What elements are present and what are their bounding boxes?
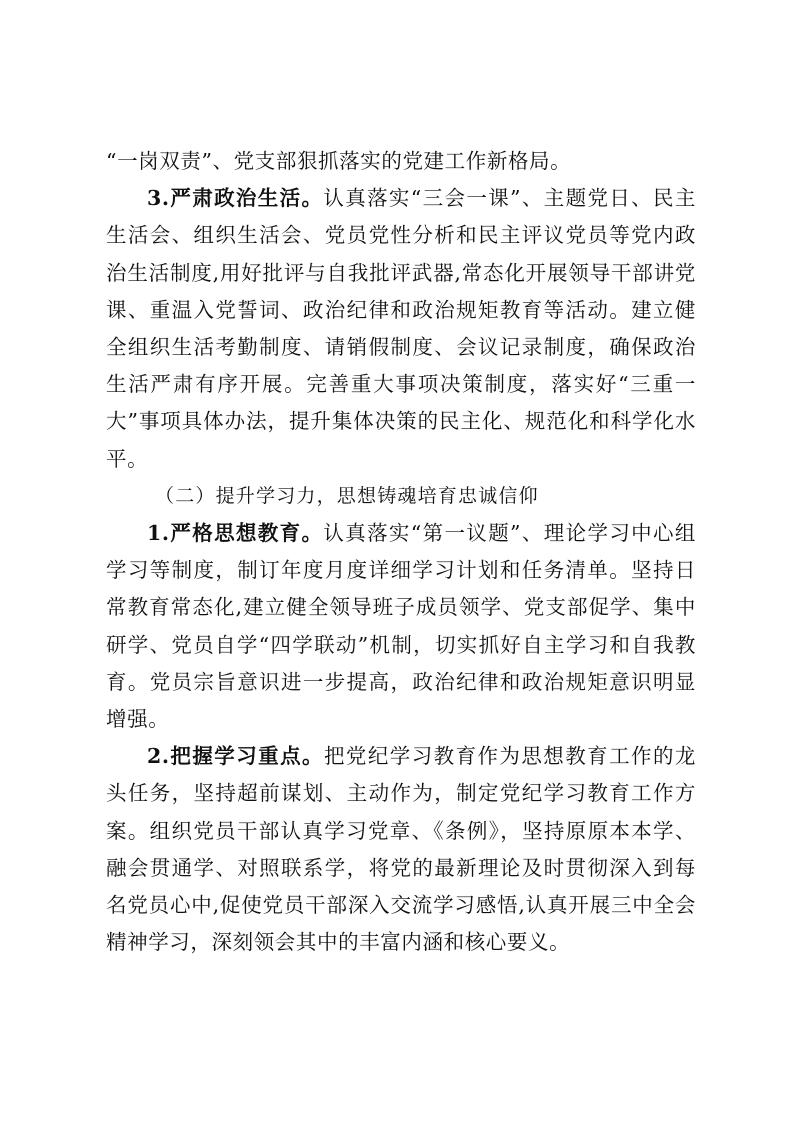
item1-body: 认真落实“第一议题”、理论学习中心组学习等制度，制订年度月度详细学习计划和任务清单。坚持日常教育常态化,建立健全领导班子成员领学、党支部促学、集中研学、党员自学“四学联动”机制，切实抓好自主学习和自我教育。党员宗旨意识进一步提高，政治纪律和政治规矩意识明显增强。 bbox=[106, 521, 696, 732]
continuation-paragraph: “一岗双责”、党支部狠抓落实的党建工作新格局。 bbox=[106, 149, 572, 173]
item1-paragraph bbox=[106, 515, 696, 738]
item2-lead: 2.把握学习重点。 bbox=[147, 744, 324, 769]
item3-body: 认真落实“三会一课”、主题党日、民主生活会、组织生活会、党员党性分析和民主评议党员等党内政治生活制度,用好批评与自我批评武器,常态化开展领导干部讲党课、重温入党誓词、政治纪律和政治规矩教育等活动。建立健全组织生活考勤制度、请销假制度、会议记录制度，确保政治生活严肃有序开展。完善重大事项决策制度，落实好“三重一大”事项具体办法，提升集体决策的民主化、规范化和科学化水平。 bbox=[106, 186, 696, 471]
item2-paragraph bbox=[106, 738, 696, 961]
document-page bbox=[106, 143, 696, 961]
item3-paragraph bbox=[106, 180, 696, 478]
item3-lead: 3.严肃政治生活。 bbox=[147, 186, 324, 211]
item2-body: 把党纪学习教育作为思想教育工作的龙头任务，坚持超前谋划、主动作为，制定党纪学习教育工作方案。组织党员干部认真学习党章、《条例》，坚持原原本本学、融会贯通学、对照联系学，将党的最新理论及时贯彻深入到每名党员心中,促使党员干部深入交流学习感悟,认真开展三中全会精神学习，深刻领会其中的丰富内涵和核心要义。 bbox=[106, 744, 696, 955]
section2-heading: （二）提升学习力，思想铸魂培育忠诚信仰 bbox=[155, 484, 539, 507]
item1-lead: 1.严格思想教育。 bbox=[147, 521, 324, 546]
